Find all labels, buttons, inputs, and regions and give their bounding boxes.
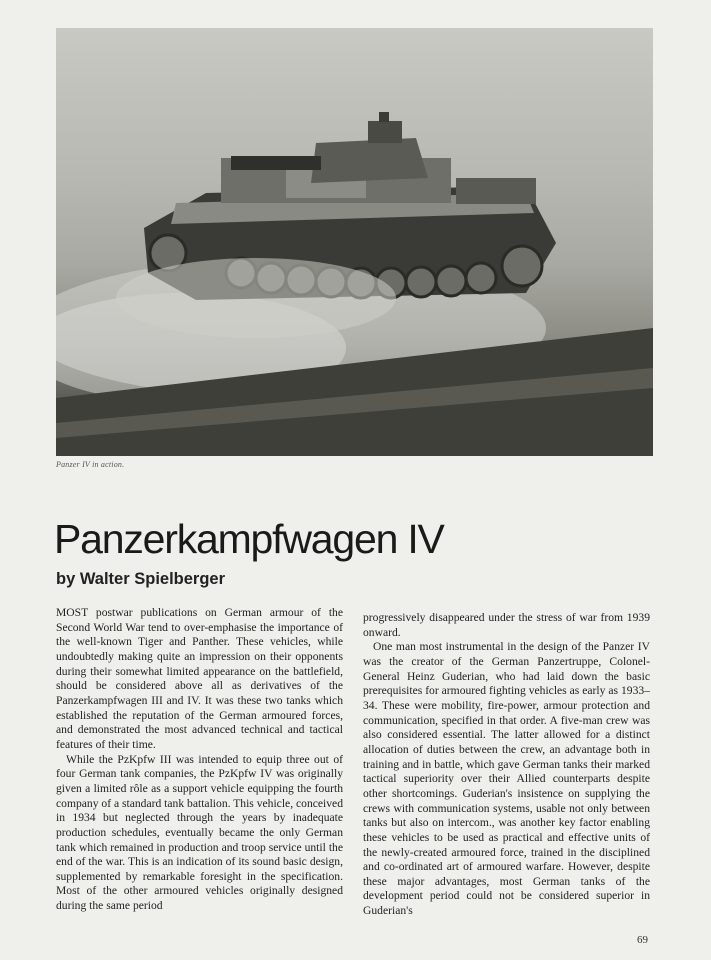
- page-number: 69: [637, 934, 648, 946]
- tank-illustration: [56, 28, 653, 456]
- paragraph: While the PzKpfw III was intended to equip three out of four German tank companies, the PzKpfw IV was originally given a limited rôle as a support vehicle equipping the fourth company of a standard tank battalion. This vehicle, conceived in 1934 but neglected through the years by inadequate production schedules, eventually became the only German tank which remained in production and troop service until the end of the war. This is an indication of its sound basic design, supplemented by remarkable foresight in the specification. Most of the other armoured vehicles originally designed during the same period: [56, 752, 343, 913]
- article-title: Panzerkampfwagen IV: [54, 516, 444, 562]
- left-text-column: [56, 606, 343, 914]
- photo-caption: Panzer IV in action.: [56, 460, 125, 469]
- right-text-column: [363, 611, 650, 919]
- paragraph: One man most instrumental in the design of the Panzer IV was the creator of the German Panzertruppe, Colonel-General Heinz Guderian, who had laid down the basic prerequisites for armoured fighting vehicles as early as 1933–34. These were mobility, fire-power, armour protection and communication, specified in that order. A five-man crew was also considered essential. The latter allowed for a distinct allocation of duties between the crew, an advantage both in training and in battle, which gave German tanks their marked tactical superiority over their Allied counterparts despite other shortcomings. Guderian's insistence on supplying the crews with communication systems, usable not only between tanks but also on intercom., was another key factor enabling these vehicles to be used as practical and effective units of the newly-created armoured force, trained in the disciplined and co-ordinated art of armoured warfare. However, despite these major advantages, most German tanks of the development period could not be considered superior in Guderian's: [363, 640, 650, 918]
- article-byline: by Walter Spielberger: [56, 570, 226, 588]
- tank-photo: [56, 28, 653, 456]
- paragraph: progressively disappeared under the stress of war from 1939 onward.: [363, 611, 650, 639]
- paragraph: MOST postwar publications on German armour of the Second World War tend to over-emphasise the importance of the well-known Tiger and Panther. These vehicles, while undoubtedly making quite an impression on their opponents during their somewhat limited appearance on the battlefield, should be considered above all as derivatives of the Panzerkampfwagen III and IV. It was these two tanks which established the reputation of the German armoured forces, and demonstrated the most advanced technical and tactical features of their time.: [56, 606, 343, 751]
